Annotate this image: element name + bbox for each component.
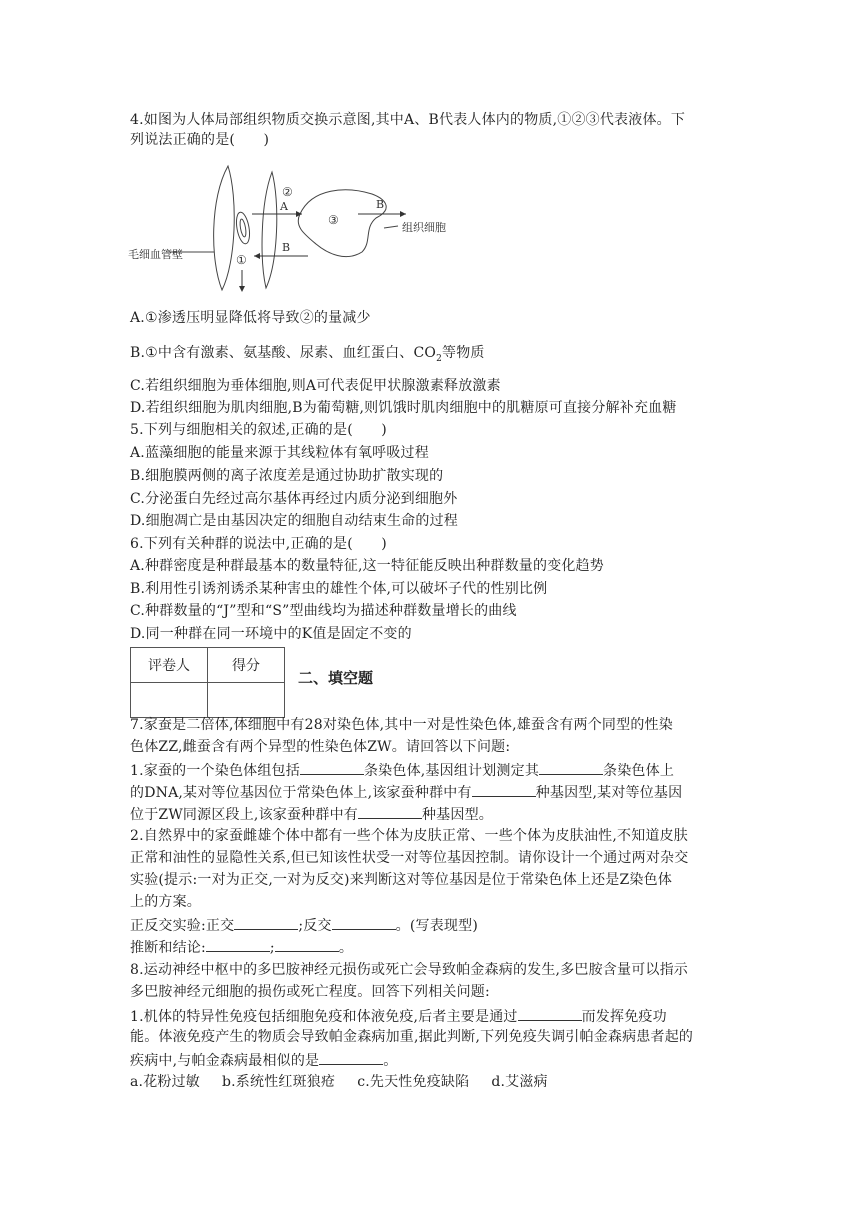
label-A: A [280,200,288,213]
answer-blank[interactable] [275,937,339,952]
q5-option-d: D.细胞凋亡是由基因决定的细胞自动结束生命的过程 [130,513,458,529]
q7-line7: 正常和油性的显隐性关系,但已知该性状受一对等位基因控制。请你设计一个通过两对杂交 [130,850,689,866]
label-capillary-wall: 毛细血管壁 [128,248,183,261]
grader-cell[interactable] [131,683,208,718]
q5-option-b: B.细胞膜两侧的离子浓度差是通过协助扩散实现的 [130,468,444,484]
q4-option-c: C.若组织细胞为垂体细胞,则A可代表促甲状腺激素释放激素 [130,378,501,394]
q7-line3: 1.家蚕的一个染色体组包括 条染色体,基因组计划测定其 条染色体上 [130,760,674,780]
q8-option-b: b.系统性红斑狼疮 [222,1074,336,1090]
tissue-cell [298,190,386,257]
q7-line2: 色体ZZ,雌蚕含有两个异型的性染色体ZW。请回答以下问题: [130,739,511,755]
q4-stem-line2: 列说法正确的是( ) [130,132,270,148]
q6-option-c: C.种群数量的“J”型和“S”型曲线均为描述种群数量增长的曲线 [130,603,517,619]
q6-option-a: A.种群密度是种群最基本的数量特征,这一特征能反映出种群数量的变化趋势 [130,558,605,574]
label-B-top: B [376,198,385,211]
grader-header: 评卷人 [131,648,208,683]
answer-blank[interactable] [300,760,364,775]
blood-cell-inner [239,219,247,238]
q8-option-d: d.艾滋病 [491,1074,548,1090]
capillary-wall-left [214,166,235,290]
q6-option-d: D.同一种群在同一环境中的K值是固定不变的 [130,626,412,642]
answer-blank[interactable] [234,915,298,930]
answer-blank[interactable] [206,937,270,952]
q8-option-c: c.先天性免疫缺陷 [357,1074,470,1090]
q5-option-c: C.分泌蛋白先经过高尔基体再经过内质分泌到细胞外 [130,491,458,507]
q8-line4: 能。体液免疫产生的物质会导致帕金森病加重,据此判断,下列免疫失调引帕金森病患者起的 [130,1029,694,1045]
q7-line6: 2.自然界中的家蚕雌雄个体中都有一些个体为皮肤正常、一些个体为皮肤油性,不知道皮肤 [130,828,689,844]
q7-line8: 实验(提示:一对为正交,一对为反交)来判断这对等位基因是位于常染色体上还是Z染色体 [130,872,673,888]
q7-line9: 上的方案。 [130,894,201,910]
q8-line1: 8.运动神经中枢中的多巴胺神经元损伤或死亡会导致帕金森病的发生,多巴胺含量可以指示 [130,962,689,978]
label-1: ① [236,253,247,267]
answer-blank[interactable] [518,1006,582,1021]
q7-line10: 正反交实验:正交 ;反交 。(写表现型) [130,915,478,935]
answer-blank[interactable] [358,804,422,819]
q6-option-b: B.利用性引诱剂诱杀某种害虫的雄性个体,可以破坏子代的性别比例 [130,581,548,597]
label-tissue-cell: 组织细胞 [402,221,446,234]
q8-options [130,1073,548,1091]
label-3: ③ [328,213,339,227]
q7-line1: 7.家蚕是二倍体,体细胞中有28对染色体,其中一对是性染色体,雄蚕含有两个同型的性染 [130,717,673,733]
answer-blank[interactable] [332,915,396,930]
answer-blank[interactable] [539,760,603,775]
q5-stem: 5.下列与细胞相关的叙述,正确的是( ) [130,422,387,438]
section-title: 二、填空题 [298,669,374,687]
q4-stem-line1: 4.如图为人体局部组织物质交换示意图,其中A、B代表人体内的物质,①②③代表液体。下 [130,112,686,128]
q7-line4: 的DNA,某对等位基因位于常染色体上,该家蚕种群中有 种基因型,某对等位基因 [130,782,682,802]
q5-option-a: A.蓝藻细胞的能量来源于其线粒体有氧呼吸过程 [130,445,429,461]
q8-line5: 疾病中,与帕金森病最相似的是 。 [130,1050,397,1070]
score-header: 得分 [208,648,285,683]
score-table [130,647,285,718]
answer-blank[interactable] [319,1050,383,1065]
label-B-bottom: B [282,241,291,254]
q4-option-b: B.①中含有激素、氨基酸、尿素、血红蛋白、$CO_2$等物质 [130,345,485,364]
score-cell[interactable] [208,683,285,718]
q7-line5: 位于ZW同源区段上,该家蚕种群中有 种基因型。 [130,804,493,824]
q8-line3: 1.机体的特异性免疫包括细胞免疫和体液免疫,后者主要是通过 而发挥免疫功 [130,1006,667,1026]
q4-option-d: D.若组织细胞为肌肉细胞,B为葡萄糖,则饥饿时肌肉细胞中的肌糖原可直接分解补充血糖 [130,400,677,416]
q8-line2: 多巴胺神经元细胞的损伤或死亡程度。回答下列相关问题: [130,984,490,1000]
q4-option-a: A.①渗透压明显降低将导致②的量减少 [130,310,371,326]
q6-stem: 6.下列有关种群的说法中,正确的是( ) [130,536,387,552]
tissue-exchange-diagram [128,158,476,298]
blood-cell-outer [234,211,251,245]
answer-blank[interactable] [472,782,536,797]
label-2: ② [282,185,293,199]
q8-option-a: a.花粉过敏 [130,1074,200,1090]
q7-line11: 推断和结论: ; 。 [130,937,353,957]
capillary-wall-right [262,172,277,288]
